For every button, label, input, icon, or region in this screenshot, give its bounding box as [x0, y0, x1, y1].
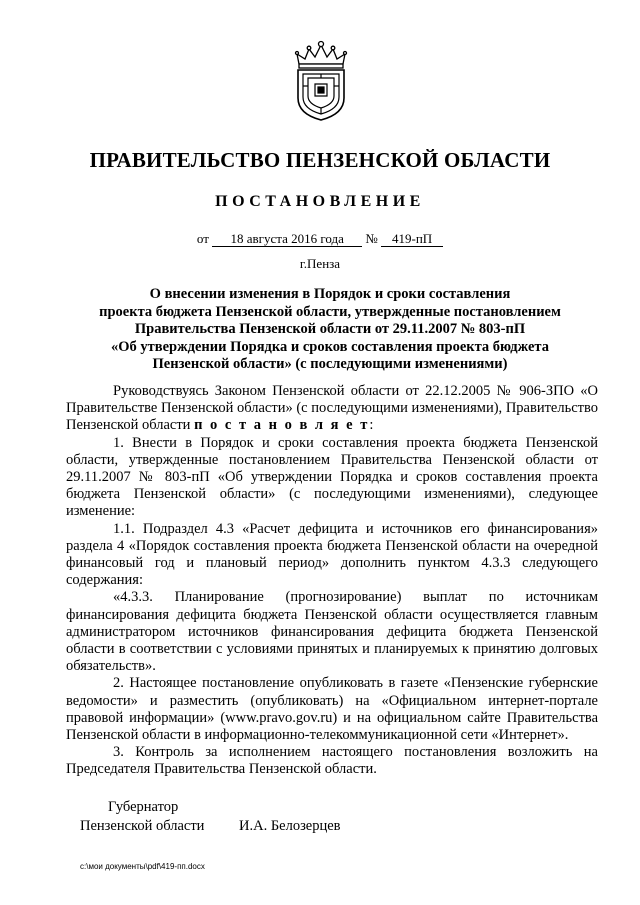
date-number-line	[0, 231, 640, 247]
file-path-footer: c:\мои документы\pdf\419-пп.docx	[80, 862, 205, 871]
item-1-paragraph: 1. Внести в Порядок и сроки составления проекта бюджета Пензенской области, утвержденные постановлением Правительства Пензенской области от 29.11.2007 № 803-пП «Об утверждении Порядка и сроков составления проекта бюджета Пензенской области» (с последующими изменениями), следующее изменение:	[66, 434, 598, 520]
preamble-text: Руководствуясь Законом Пензенской области от 22.12.2005 № 906-ЗПО «О Правительстве Пензенской области» (с последующими изменениями), Правительство Пензенской области	[66, 383, 598, 434]
date-prefix: от	[196, 231, 209, 246]
decree-word: п о с т а н о в л я е т	[194, 417, 370, 434]
signatory-title-line-2: Пензенской области	[80, 818, 205, 834]
document-type: ПОСТАНОВЛЕНИЕ	[215, 193, 425, 210]
signatory-title-line-1: Губернатор	[108, 799, 179, 815]
city: г.Пенза	[299, 256, 341, 271]
subject-line: проекта бюджета Пензенской области, утвержденные постановлением	[99, 303, 561, 320]
item-1-1-paragraph: 1.1. Подраздел 4.3 «Расчет дефицита и источников его финансирования» раздела 4 «Порядок составления проекта бюджета Пензенской области на очередной финансовый год и плановый период» дополнить пунктом 4.3.3 следующего содержания:	[66, 520, 598, 589]
item-3-paragraph: 3. Контроль за исполнением настоящего постановления возложить на Председателя Правительства Пензенской области.	[66, 744, 598, 778]
document-body	[66, 383, 598, 779]
subject-line: «Об утверждении Порядка и сроков составления проекта бюджета	[111, 338, 549, 355]
coat-of-arms-emblem	[291, 40, 351, 122]
government-title: ПРАВИТЕЛЬСТВО ПЕНЗЕНСКОЙ ОБЛАСТИ	[89, 148, 551, 172]
item-2-paragraph: 2. Настоящее постановление опубликовать в газете «Пензенские губернские ведомости» и разместить (опубликовать) на «Официальном интернет-портале правовой информации» (www.pravo.gov.ru) и на официальном сайте Правительства Пензенской области в информационно-телекоммуникационной сети «Интернет».	[66, 675, 598, 744]
subject-line: Правительства Пензенской области от 29.11.2007 № 803-пП	[134, 321, 526, 337]
decree-colon: :	[369, 417, 374, 434]
item-4-3-3-paragraph: «4.3.3. Планирование (прогнозирование) выплат по источникам финансирования дефицита бюджета Пензенской области осуществляется главным администратором источников финансирования дефицита бюджета Пензенской области в соответствии с условиями принятых и планируемых к принятию долговых обязательств».	[66, 589, 598, 675]
document-number: 419-пП	[381, 232, 443, 247]
preamble-paragraph	[66, 383, 598, 435]
subject-line: О внесении изменения в Порядок и сроки составления	[149, 286, 511, 302]
subject-line: Пензенской области» (с последующими изменениями)	[152, 356, 508, 372]
number-sign: №	[365, 231, 378, 246]
document-date: 18 августа 2016 года	[212, 232, 362, 247]
document-subject	[80, 286, 580, 374]
signatory-name: И.А. Белозерцев	[239, 818, 341, 834]
